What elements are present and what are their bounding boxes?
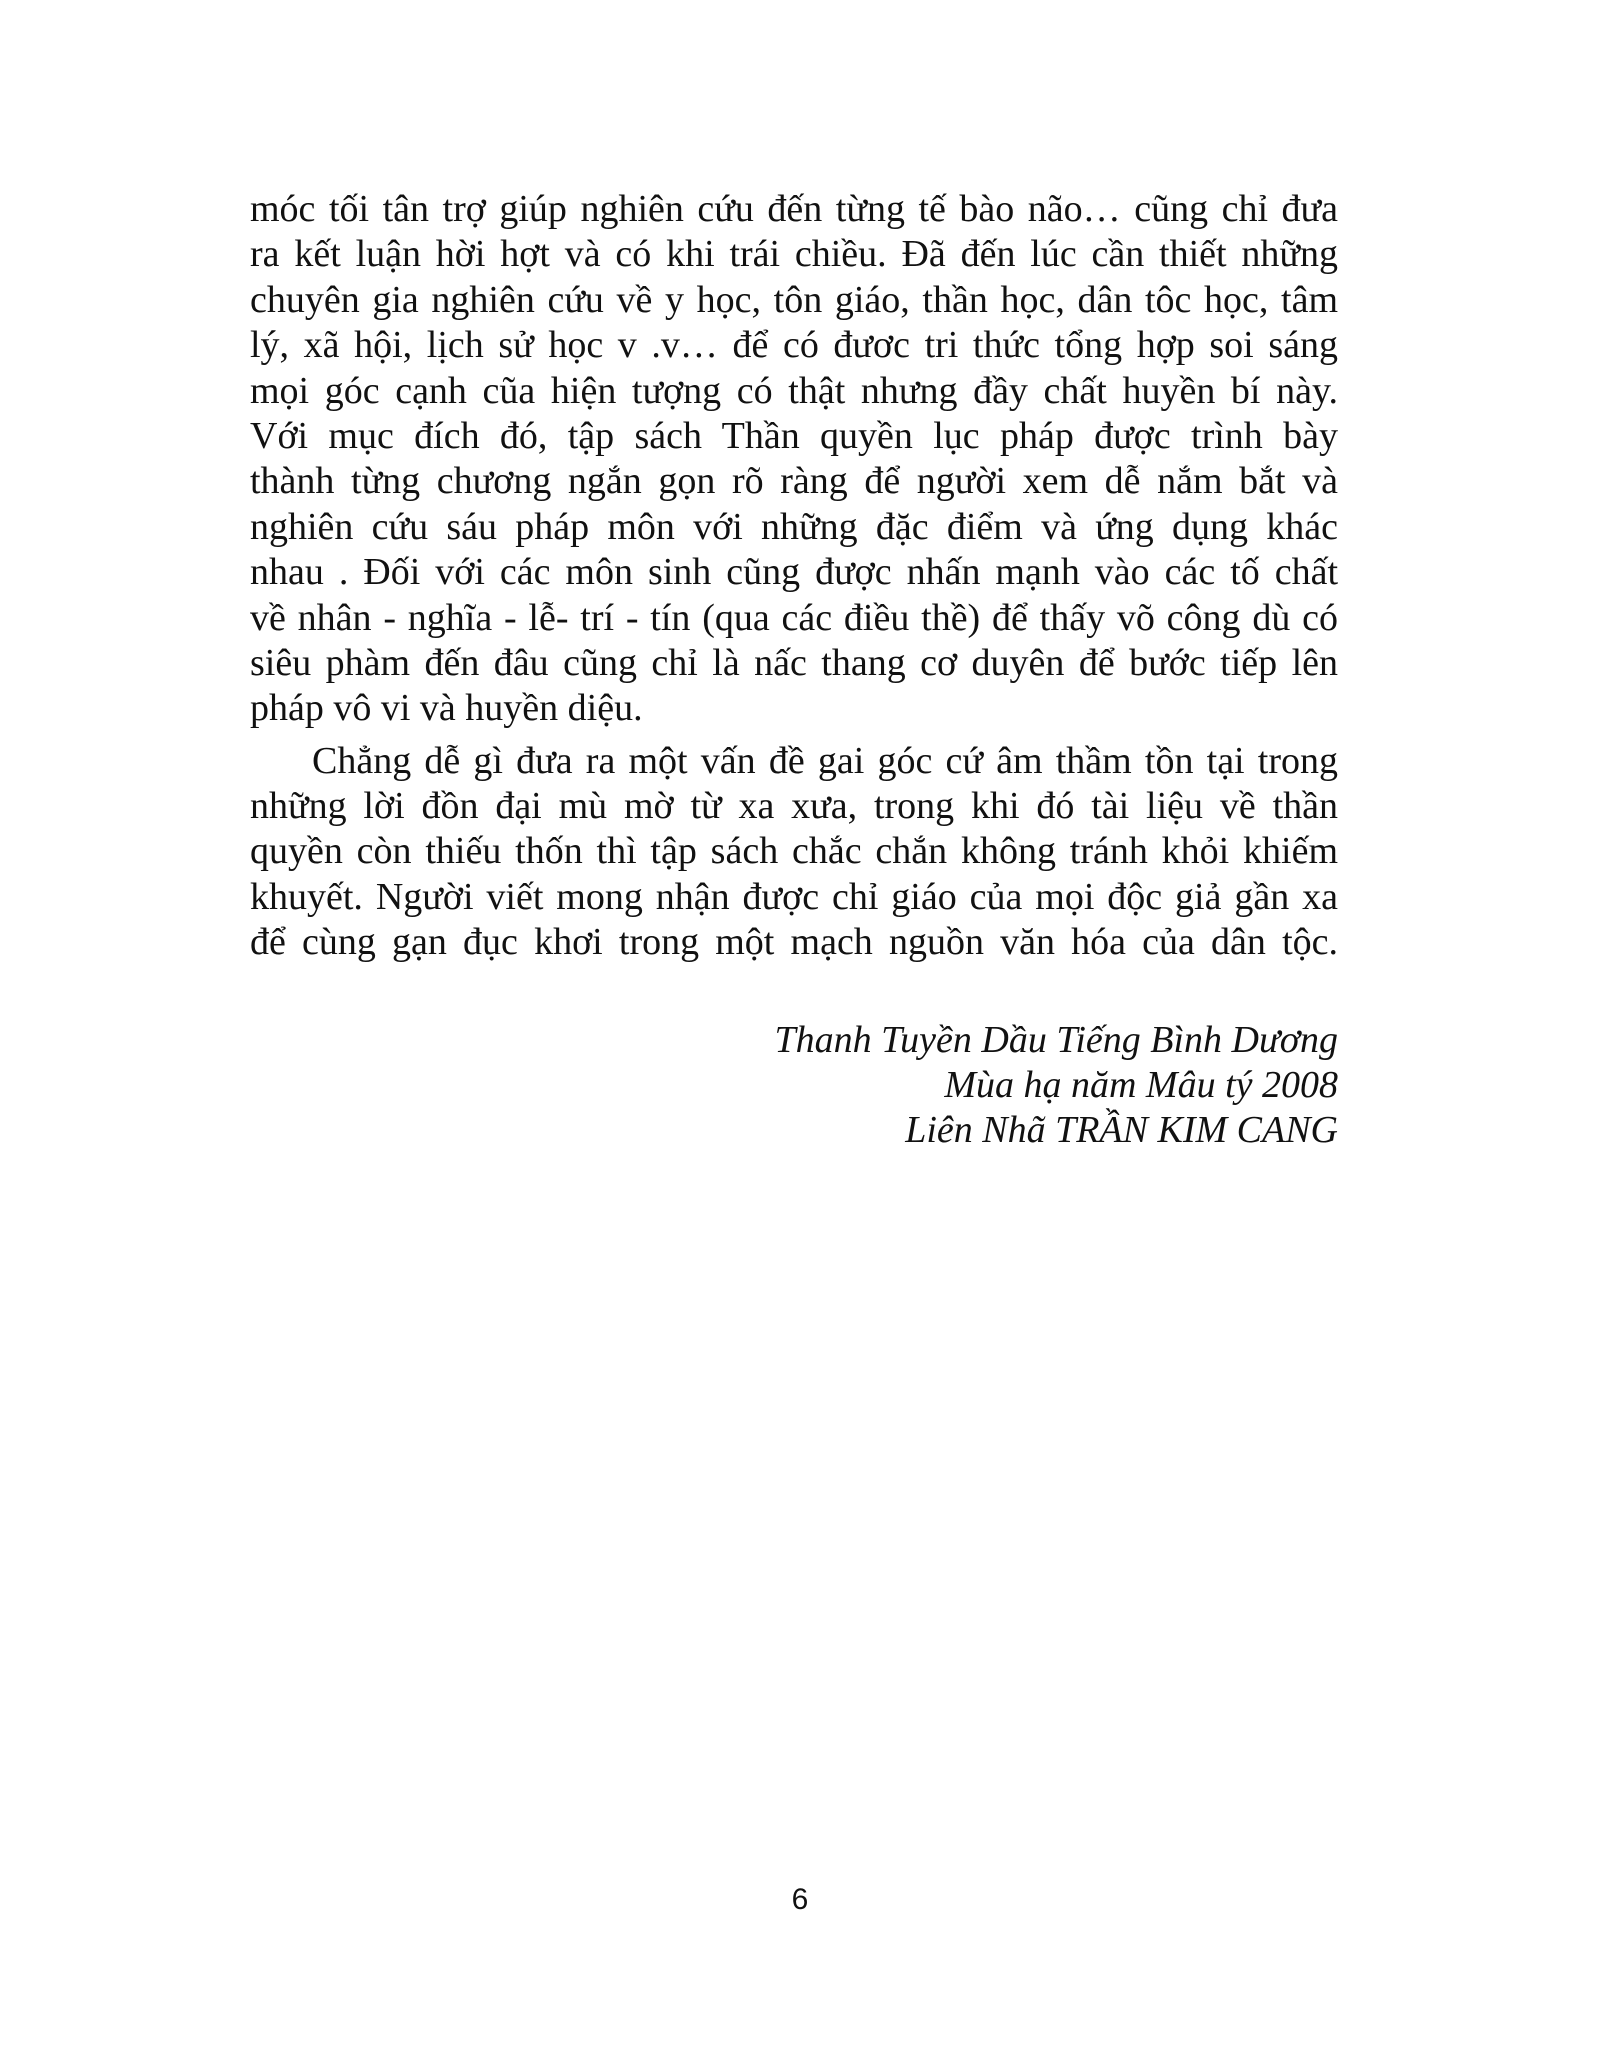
- signature-author: Liên Nhã TRẦN KIM CANG: [905, 1109, 1338, 1151]
- paragraph-1: [250, 187, 1338, 732]
- text-line: lý, xã hội, lịch sử học v .v… để có đươc tri thức tổng hợp soi sáng: [250, 324, 1338, 367]
- text-line: những lời đồn đại mù mờ từ xa xưa, trong khi đó tài liệu về thần: [250, 785, 1338, 828]
- text-line: để cùng gạn đục khơi trong một mạch nguồn văn hóa của dân tộc.: [250, 921, 1338, 964]
- text-line: khuyết. Người viết mong nhận được chỉ giáo của mọi độc giả gần xa: [250, 875, 1338, 918]
- page-number: 6: [791, 1883, 809, 1916]
- text-line: quyền còn thiếu thốn thì tập sách chắc chắn không tránh khỏi khiếm: [250, 830, 1338, 873]
- text-line: nghiên cứu sáu pháp môn với những đặc điểm và ứng dụng khác: [250, 505, 1338, 548]
- text-line: siêu phàm đến đâu cũng chỉ là nấc thang cơ duyên để bước tiếp lên: [250, 641, 1338, 684]
- signature-date: Mùa hạ năm Mâu tý 2008: [944, 1064, 1338, 1106]
- paragraph-2: [250, 739, 1338, 966]
- text-line: Với mục đích đó, tập sách Thần quyền lục pháp được trình bày: [250, 414, 1338, 457]
- text-line: thành từng chương ngắn gọn rõ ràng để người xem dễ nắm bắt và: [250, 460, 1338, 503]
- text-line: mọi góc cạnh cũa hiện tượng có thật nhưng đầy chất huyền bí này.: [250, 369, 1338, 412]
- text-line: ra kết luận hời hợt và có khi trái chiều. Đã đến lúc cần thiết những: [250, 233, 1338, 276]
- text-line: nhau . Đối với các môn sinh cũng được nhấn mạnh vào các tố chất: [250, 551, 1338, 594]
- text-line: pháp vô vi và huyền diệu.: [250, 687, 643, 730]
- signature-block: [774, 1018, 1338, 1153]
- text-line: móc tối tân trợ giúp nghiên cứu đến từng tế bào não… cũng chỉ đưa: [250, 188, 1338, 230]
- signature-place: Thanh Tuyền Dầu Tiếng Bình Dương: [774, 1019, 1338, 1061]
- body-text: [250, 187, 1338, 966]
- text-line: về nhân - nghĩa - lễ- trí - tín (qua các điều thề) để thấy võ công dù có: [250, 596, 1338, 639]
- text-line: chuyên gia nghiên cứu về y học, tôn giáo, thần học, dân tôc học, tâm: [250, 278, 1338, 321]
- text-line: Chẳng dễ gì đưa ra một vấn đề gai góc cứ âm thầm tồn tại trong: [312, 739, 1338, 782]
